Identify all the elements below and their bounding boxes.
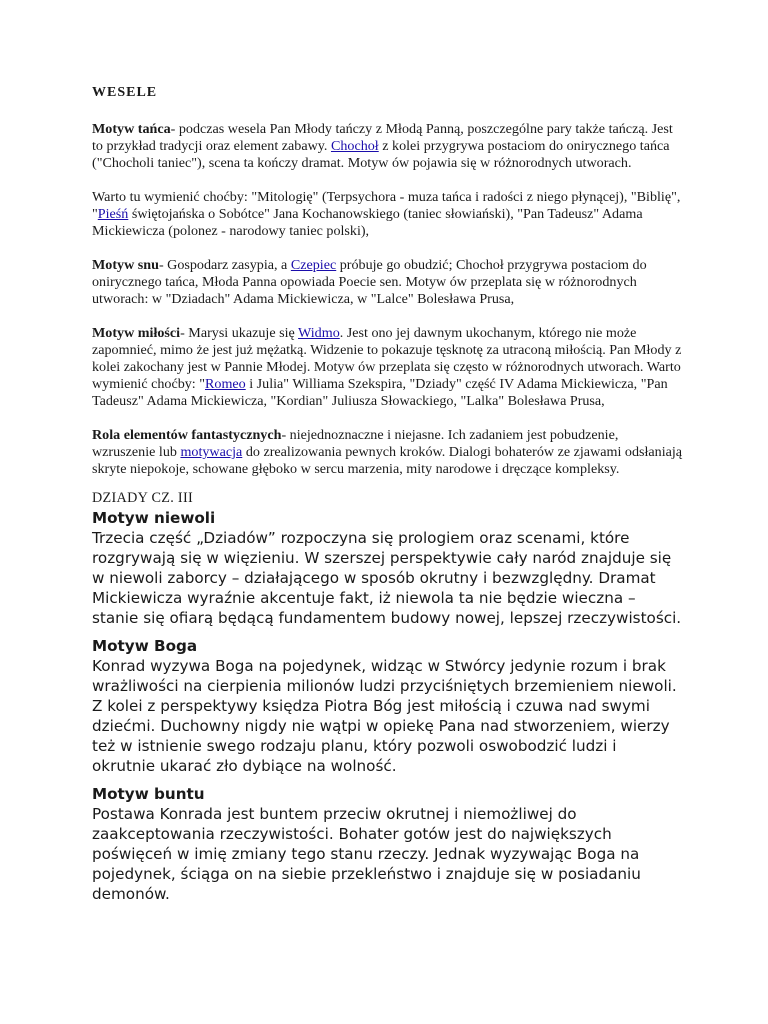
paragraph-text: do zrealizowania pewnych kroków. Dialogi bohaterów ze zjawami odsłaniają skryte niepokoje, schowane głęboko w sercu marzenia, mity narodowe i dręczące kompleksy. bbox=[92, 444, 683, 477]
paragraph-rola-fantastycznych bbox=[92, 427, 684, 478]
document-page bbox=[92, 84, 684, 912]
section-motyw-niewoli bbox=[92, 508, 684, 628]
paragraph-warto bbox=[92, 189, 684, 240]
section-heading: Motyw buntu bbox=[92, 785, 205, 803]
paragraph-motyw-milosci bbox=[92, 325, 684, 410]
paragraph-text: Warto tu wymienić choćby: "Mitologię" (Terpsychora - muza tańca i radości z niego płynącej), "Biblię", " bbox=[92, 189, 681, 222]
paragraph-text: - niejednoznaczne i niejasne. Ich zadaniem jest pobudzenie, wzruszenie lub bbox=[92, 427, 619, 460]
section-motyw-boga bbox=[92, 636, 684, 776]
link-piesn[interactable]: Pieśń bbox=[97, 206, 129, 222]
paragraph-text: - Marysi ukazuje się bbox=[180, 325, 299, 341]
paragraph-text: - Gospodarz zasypia, a bbox=[158, 257, 291, 273]
section-motyw-buntu bbox=[92, 784, 684, 904]
section-title-dziady: DZIADY CZ. III bbox=[92, 490, 193, 506]
paragraph-heading: Motyw tańca bbox=[92, 121, 171, 137]
paragraph-text: z kolei przygrywa postaciom do onirycznego tańca ("Chocholi taniec"), scena ta kończy dramat. Motyw ów pojawia się w różnorodnych utworach. bbox=[92, 138, 670, 171]
paragraph-motyw-snu bbox=[92, 257, 684, 308]
paragraph-heading: Motyw snu bbox=[92, 257, 159, 273]
paragraph-text: - podczas wesela Pan Młody tańczy z Młodą Panną, poszczególne pary także tańczą. Jest to przykład tradycji oraz element zabawy. bbox=[92, 121, 673, 154]
paragraph-motyw-tanca bbox=[92, 121, 684, 172]
paragraph-heading: Rola elementów fantastycznych bbox=[92, 427, 282, 443]
link-motywacja[interactable]: motywacja bbox=[180, 444, 243, 460]
section-text: Trzecia część „Dziadów” rozpoczyna się prologiem oraz scenami, które rozgrywają się w więzieniu. W szerszej perspektywie cały naród znajduje się w niewoli zaborcy – działającego w sposób okrutny i bezwzględny. Dramat Mickiewicza wyraźnie akcentuje fakt, iż niewola ta nie będzie wieczna – stanie się ofiarą będącą fundamentem budowy nowej, lepszej rzeczywistości. bbox=[92, 529, 682, 627]
paragraph-text: i Julia" Williama Szekspira, "Dziady" część IV Adama Mickiewicza, "Pan Tadeusz" Adama Mickiewicza, "Kordian" Juliusza Słowackiego, "Lalka" Bolesława Prusa, bbox=[92, 376, 668, 409]
section-heading: Motyw niewoli bbox=[92, 509, 216, 527]
section-text: Postawa Konrada jest buntem przeciw okrutnej i niemożliwej do zaakceptowania rzeczywistości. Bohater gotów jest do największych poświęceń w imię zmiany tego stanu rzeczy. Jednak wyzywając Boga na pojedynek, ściąga on na siebie przekleństwo i znajduje się w posiadaniu demonów. bbox=[92, 805, 641, 903]
link-romeo[interactable]: Romeo bbox=[205, 376, 246, 392]
section-heading: Motyw Boga bbox=[92, 637, 198, 655]
section-text: Konrad wyzywa Boga na pojedynek, widząc w Stwórcy jedynie rozum i brak wrażliwości na cierpienia milionów ludzi przyciśniętych brzemieniem niewoli. Z kolei z perspektywy księdza Piotra Bóg jest miłością i czuwa nad swymi dziećmi. Duchowny nigdy nie wątpi w opiekę Pana nad stworzeniem, wierzy też w istnienie swego rodzaju planu, który pozwoli oswobodzić ludzi i okrutnie ukarać zło dybiące na wolność. bbox=[92, 657, 677, 775]
paragraph-heading: Motyw miłości bbox=[92, 325, 181, 341]
link-widmo[interactable]: Widmo bbox=[298, 325, 340, 341]
paragraph-text: próbuje go obudzić; Chochoł przygrywa postaciom do onirycznego tańca, Młoda Panna opowiada Poecie sen. Motyw ów przeplata się w różnorodnych utworach: w "Dziadach" Adama Mickiewicza, w "Lalce" Bolesława Prusa, bbox=[92, 257, 647, 307]
paragraph-text: świętojańska o Sobótce" Jana Kochanowskiego (taniec słowiański), "Pan Tadeusz" Adama Mickiewicza (polonez - narodowy taniec polski), bbox=[92, 206, 643, 239]
paragraph-text: . Jest ono jej dawnym ukochanym, którego nie może zapomnieć, mimo że jest już mężatką. Widzenie to pokazuje tęsknotę za utraconą miłością. Pan Młody z kolei zakochany jest w Pannie Młodej. Motyw ów przeplata się często w różnorodnych utworach. Warto wymienić choćby: " bbox=[92, 325, 682, 392]
section-title-wesele: WESELE bbox=[92, 85, 158, 100]
link-chochol[interactable]: Chochoł bbox=[330, 138, 379, 154]
link-czepiec[interactable]: Czepiec bbox=[290, 257, 337, 273]
